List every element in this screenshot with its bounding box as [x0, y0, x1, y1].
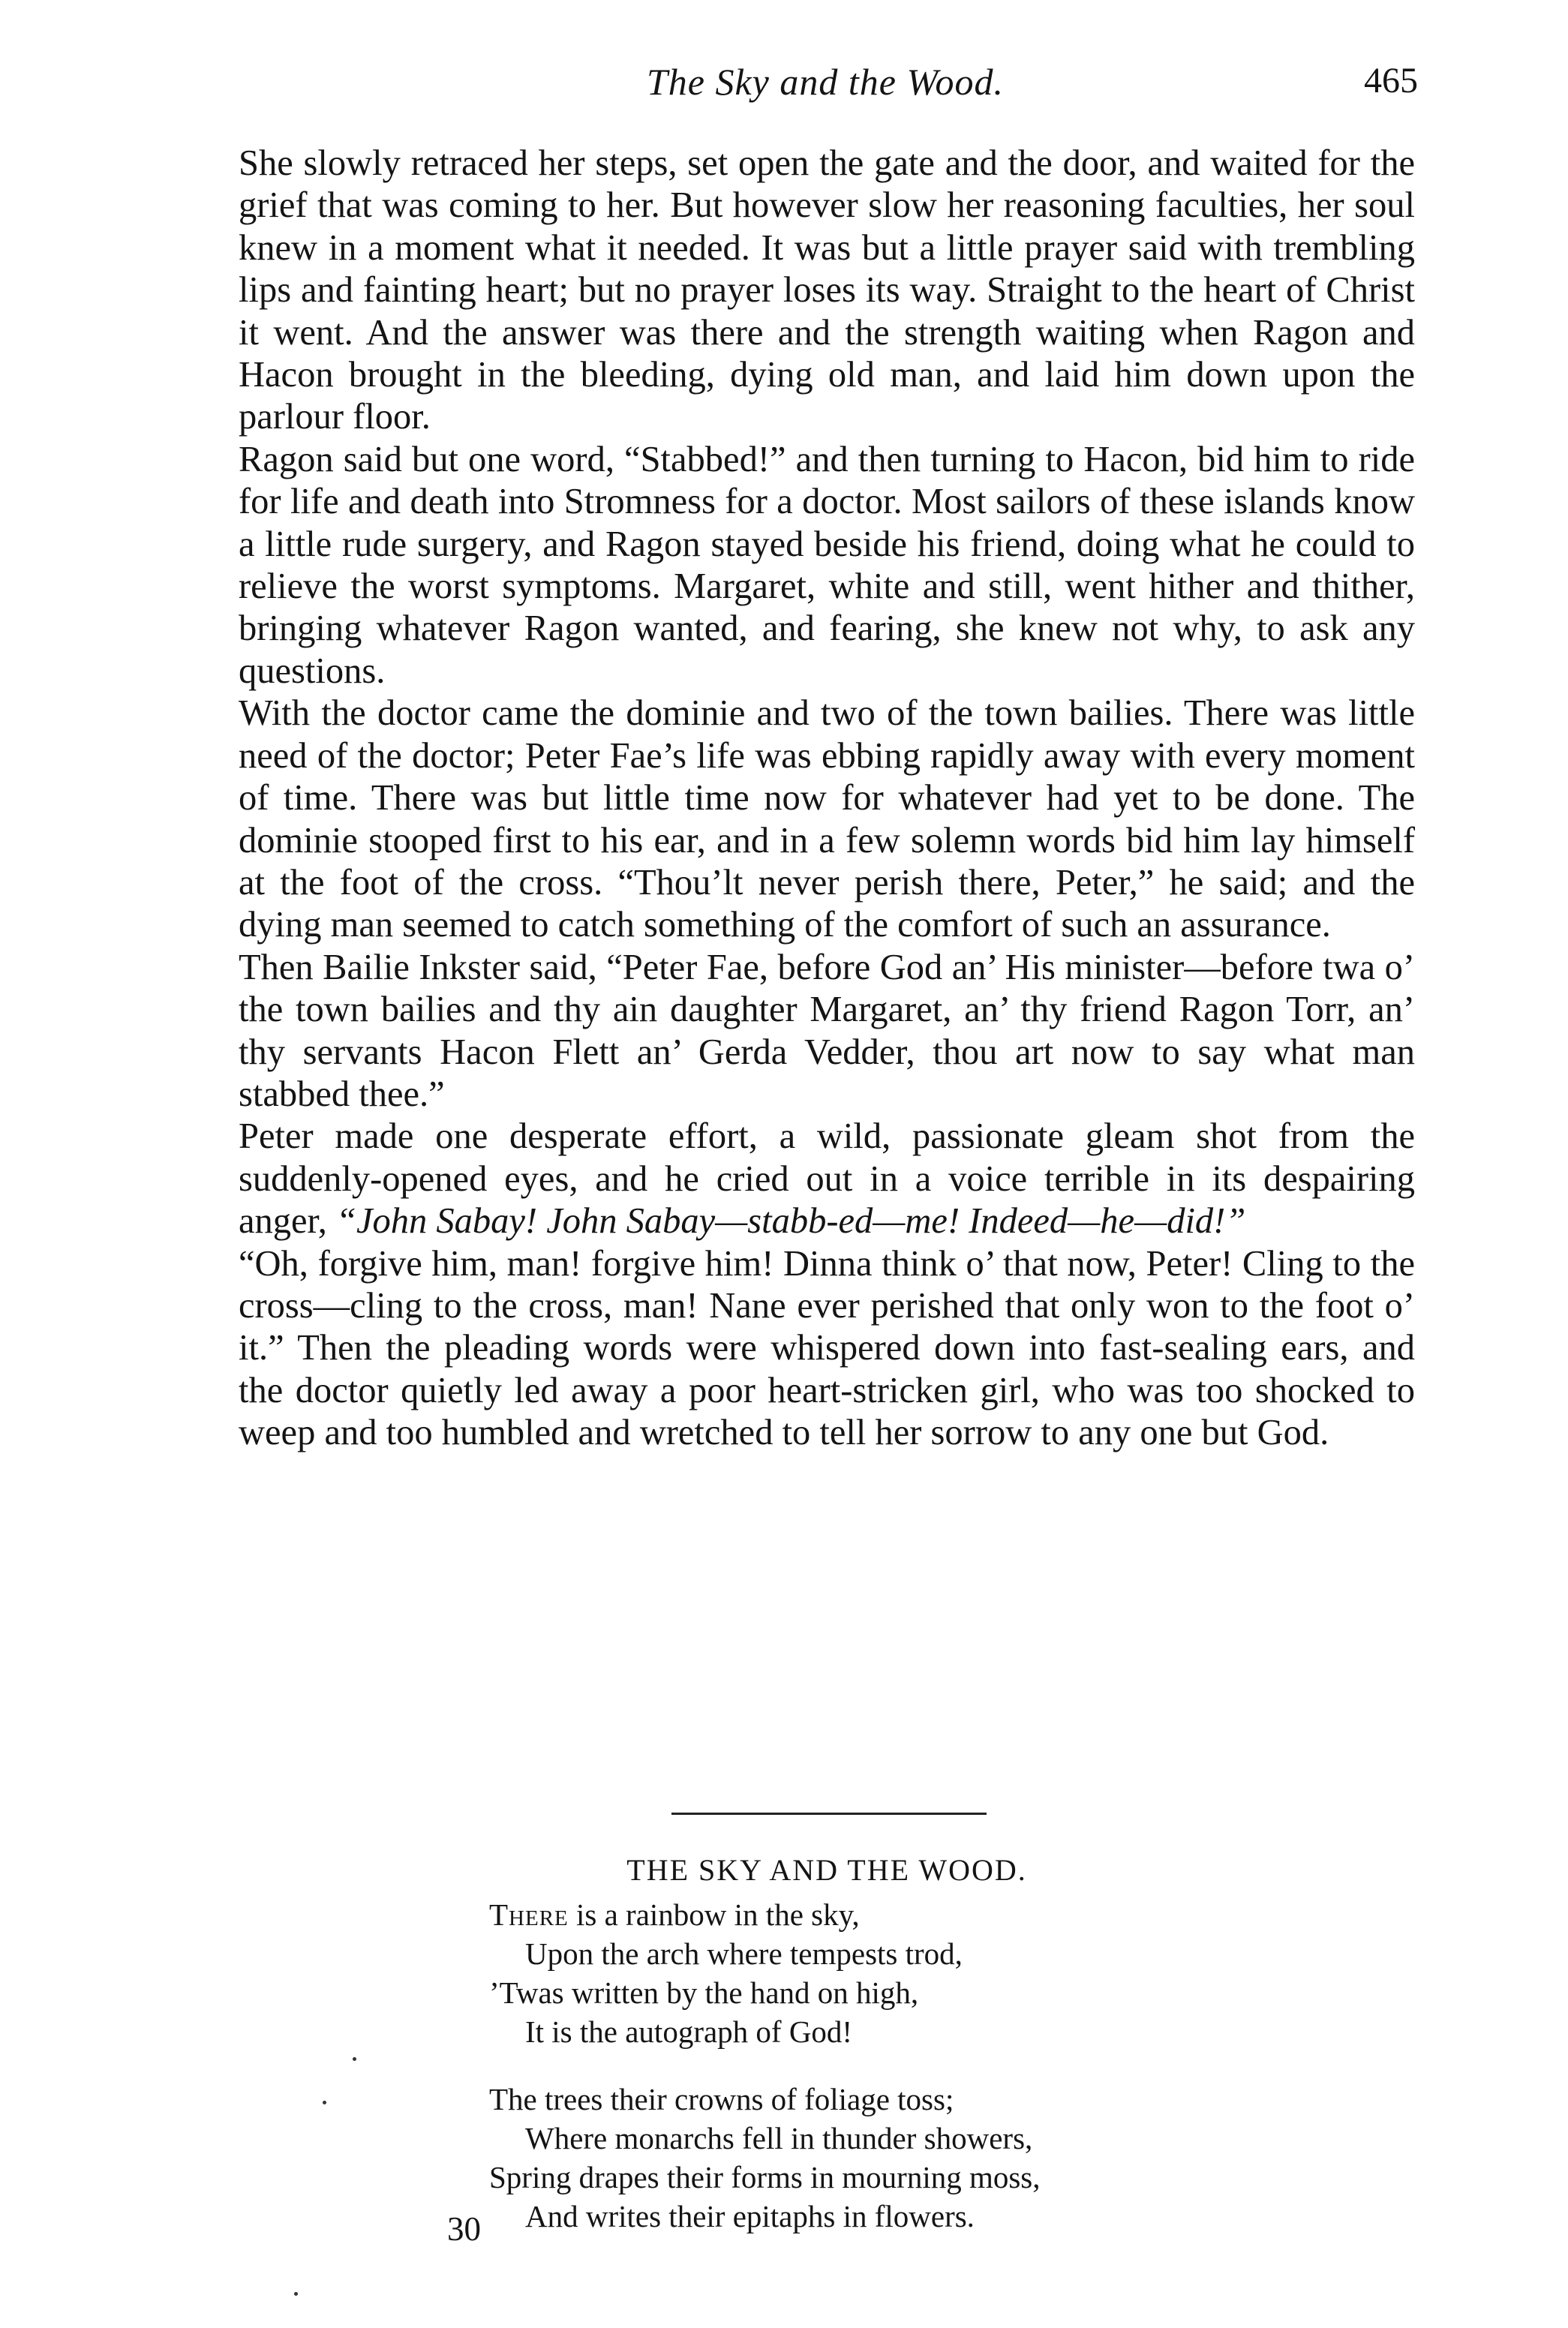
poem-line: Where monarchs fell in thunder showers,: [525, 2121, 1033, 2155]
paragraph: [239, 1116, 1415, 1242]
poem-line: It is the autograph of God!: [525, 2014, 853, 2049]
page-number: 465: [1364, 61, 1418, 101]
poem-line: Upon the arch where tempests trod,: [525, 1936, 963, 1971]
poem-line-text: is a rainbow in the sky,: [568, 1897, 860, 1932]
poem-line: [489, 1895, 1041, 1934]
poem-line: Spring drapes their forms in mourning moss,: [489, 2160, 1041, 2194]
poem-stanza: [489, 1895, 1041, 2051]
signature-mark: 30: [447, 2210, 481, 2248]
print-speck: [323, 2101, 326, 2104]
running-head: [233, 60, 1418, 113]
paragraph: “Oh, forgive him, man! forgive him! Dinna think o’ that now, Peter! Cling to the cross—cling to the cross, man! Nane ever perished that only won to the foot o’ it.” Then the pleading words were whispered down into fast-sealing ears, and the doctor quietly led away a poor heart-stricken girl, who was too shocked to weep and too humbled and wretched to tell her sorrow to any one but God.: [239, 1243, 1415, 1453]
running-title: The Sky and the Wood.: [646, 61, 1005, 103]
poem-line: ’Twas written by the hand on high,: [489, 1975, 919, 2010]
poem-title: THE SKY AND THE WOOD.: [626, 1853, 1027, 1887]
quoted-cry: “John Sabay! John Sabay—stabb-ed—me! Indeed—he—did!”: [336, 1201, 1246, 1242]
poem-line: The trees their crowns of foliage toss;: [489, 2082, 954, 2116]
paragraph: She slowly retraced her steps, set open the gate and the door, and waited for the grief that was coming to her. But however slow her reasoning faculties, her soul knew in a moment what it needed. It was but a little prayer said with trembling lips and fainting heart; but no prayer loses its way. Straight to the heart of Christ it went. And the answer was there and the strength waiting when Ragon and Hacon brought in the bleeding, dying old man, and laid him down upon the parlour floor.: [239, 143, 1415, 437]
paragraph-text: Peter made one desperate effort, a wild, passionate gleam shot from the suddenly-opened eyes, and he cried out in a voice terrible in its despairing anger,: [239, 1116, 1415, 1242]
poem-stanza: [489, 2080, 1041, 2236]
poem: [489, 1895, 1041, 2264]
paragraph: Ragon said but one word, “Stabbed!” and then turning to Hacon, bid him to ride for life and death into Stromness for a doctor. Most sailors of these islands know a little rude surgery, and Ragon stayed beside his friend, doing what he could to relieve the worst symptoms. Margaret, white and still, went hither and thither, bringing whatever Ragon wanted, and fearing, she knew not why, to ask any questions.: [239, 439, 1415, 691]
section-divider: [671, 1813, 987, 1815]
poem-first-word: There: [489, 1897, 569, 1932]
print-speck: [353, 2057, 356, 2061]
poem-line: And writes their epitaphs in flowers.: [525, 2199, 975, 2233]
paragraph: Then Bailie Inkster said, “Peter Fae, before God an’ His minister—before twa o’ the town bailies and thy ain daughter Margaret, an’ thy friend Ragon Torr, an’ thy servants Hacon Flett an’ Gerda Vedder, thou art now to say what man stabbed thee.”: [239, 947, 1415, 1114]
print-speck: [294, 2292, 298, 2296]
paragraph: With the doctor came the dominie and two of the town bailies. There was little need of the doctor; Peter Fae’s life was ebbing rapidly away with every moment of time. There was but little time now for whatever had yet to be done. The dominie stooped first to his ear, and in a few solemn words bid him lay himself at the foot of the cross. “Thou’lt never perish there, Peter,” he said; and the dying man seemed to catch something of the comfort of such an assurance.: [239, 693, 1415, 945]
story-text: [239, 143, 1415, 1455]
